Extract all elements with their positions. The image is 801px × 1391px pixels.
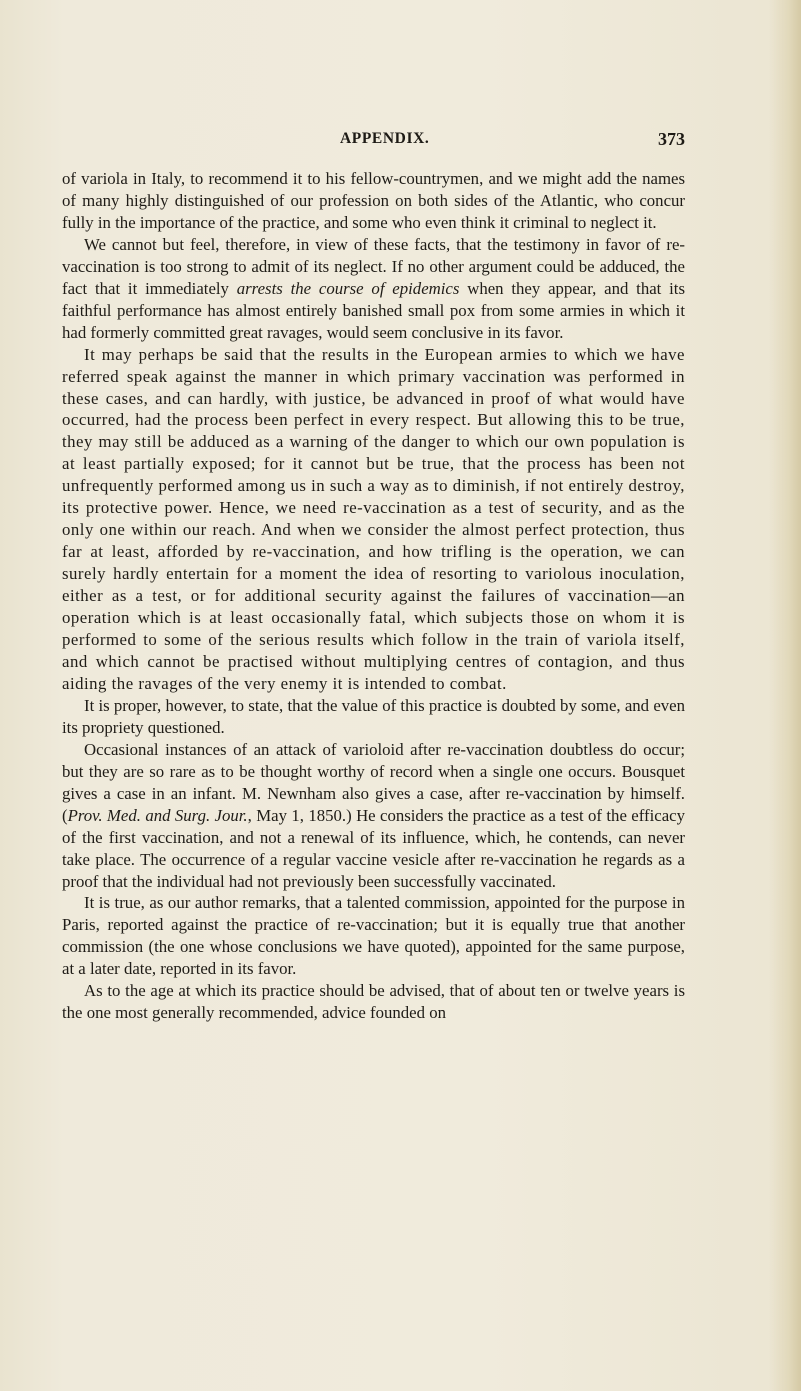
body-text xyxy=(62,168,685,1024)
paragraph-text: , May 1, 1850.) He considers the practice as a test of the efficacy of the first vaccination, and not a renewal of its influence, which, he contends, can never take place. The occurrence of a regular vaccine vesicle after re-vaccination he regards as a proof that the individual had not previously been successfully vaccinated. xyxy=(62,805,685,891)
running-head-title: APPENDIX. xyxy=(340,130,430,147)
paragraph-varioloid xyxy=(62,739,685,893)
paragraph-age xyxy=(62,980,685,1024)
paragraph-text: of variola in Italy, to recommend it to his fellow-countrymen, and we might add the names of many highly distinguished of our profession on both sides of the Atlantic, who concur fully in the importance of the practice, and some who even think it criminal to neglect it. xyxy=(62,169,685,232)
paragraph-commission xyxy=(62,892,685,980)
paragraph-text: As to the age at which its practice should be advised, that of about ten or twelve years is the one most generally recommended, advice founded on xyxy=(62,981,685,1023)
paragraph-doubted xyxy=(62,695,685,739)
paragraph-continued xyxy=(62,168,685,234)
page-number: 373 xyxy=(658,129,685,149)
paragraph-european-armies xyxy=(62,344,685,695)
paragraph-text: when they appear, and that its faithful performance has almost entirely banished small pox from some armies in which it had formerly committed great ravages, would seem conclusive in its favor. xyxy=(62,278,685,342)
paragraph-text: Occasional instances of an attack of varioloid after re-vaccination doubtless do occur; but they are so rare as to be thought worthy of record when a single one occurs. Bousquet gives a case in an infant. M. Newnham also gives a case, after re-vaccination by himself. ( xyxy=(62,739,685,825)
journal-citation: Prov. Med. and Surg. Jour. xyxy=(67,805,248,825)
paragraph-text: It may perhaps be said that the results in the European armies to which we have referred speak against the manner in which primary vaccination was performed in these cases, and can hardly, with justice, be advanced in proof of what would have occurred, had the process been perfect in every respect. But allowing this to be true, they may still be adduced as a warning of the danger to which our own population is at least partially exposed; for it cannot but be true, that the process has been not unfrequently performed among us in such a way as to diminish, if not entirely destroy, its protective power. Hence, we need re-vaccination as a test of security, and as the only one within our reach. And when we consider the almost perfect protection, thus far at least, afforded by re-vaccination, and how trifling is the operation, we can surely hardly entertain for a moment the idea of resorting to variolous inoculation, either as a test, or for additional security against the failures of vaccination—an operation which is at least occasionally fatal, which subjects those on whom it is performed to some of the serious results which follow in the train of variola itself, and which cannot be practised without multiplying centres of contagion, and thus aiding the ravages of the very enemy it is intended to combat. xyxy=(62,344,685,693)
italic-emphasis: arrests the course of epidemics xyxy=(236,278,460,298)
paragraph-text: It is true, as our author remarks, that a talented commission, appointed for the purpose in Paris, reported against the practice of re-vaccination; but it is equally true that another commission (the one whose conclusions we have quoted), appointed for the same purpose, at a later date, reported in its favor. xyxy=(62,893,685,979)
paragraph-testimony xyxy=(62,234,685,344)
paragraph-text: We cannot but feel, therefore, in view of these facts, that the testimony in favor of re-vaccination is too strong to admit of its neglect. If no other argument could be adduced, the fact that it immediately xyxy=(62,234,685,298)
running-head xyxy=(340,130,685,150)
paragraph-text: It is proper, however, to state, that the value of this practice is doubted by some, and even its propriety questioned. xyxy=(62,695,685,737)
